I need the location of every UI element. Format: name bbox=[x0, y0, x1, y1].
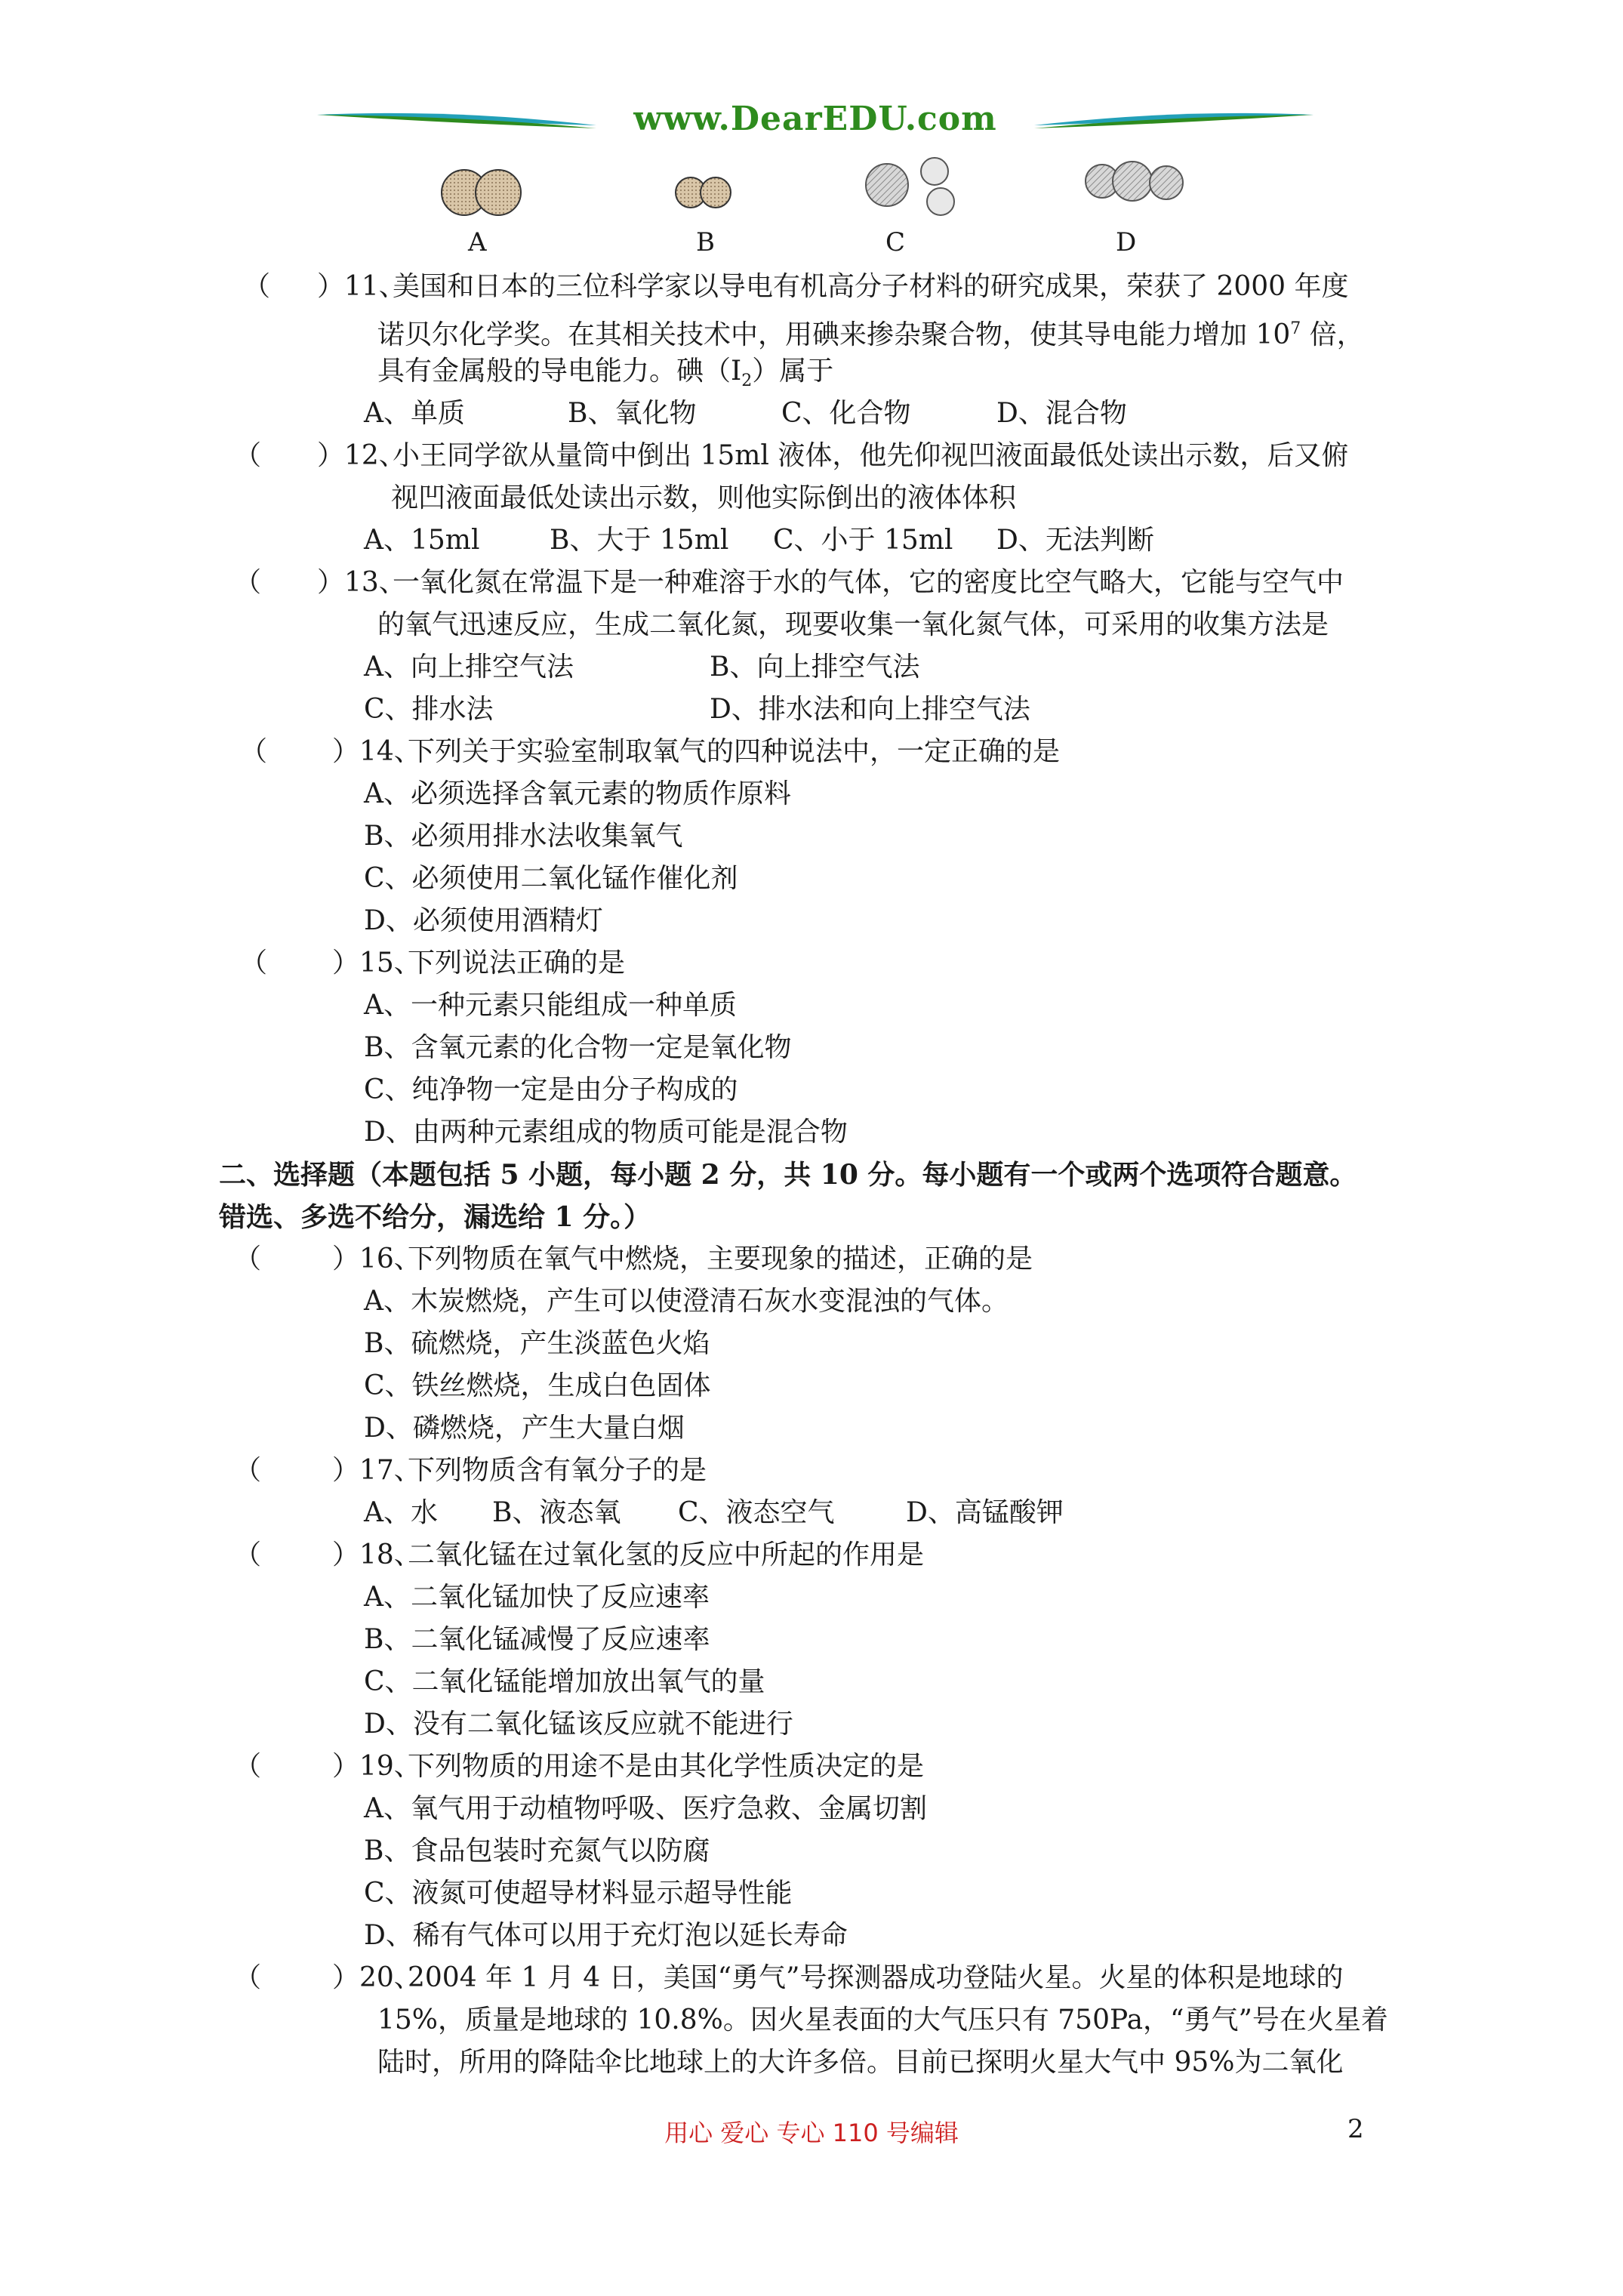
q18-option-c[interactable]: C、二氧化锰能增加放出氧气的量 bbox=[364, 1666, 765, 1697]
q12-option-b[interactable]: B、大于 15ml bbox=[550, 525, 729, 556]
q11-option-d[interactable]: D、混合物 bbox=[996, 398, 1127, 429]
q11-number: ）11、 bbox=[317, 271, 406, 302]
q12-number: ）12、 bbox=[317, 440, 406, 471]
site-header bbox=[302, 98, 1329, 143]
q16-line1: 下列物质在氧气中燃烧，主要现象的描述，正确的是 bbox=[408, 1244, 1033, 1274]
q20-line3: 陆时，所用的降陆伞比地球上的大许多倍。目前已探明火星大气中 95%为二氧化 bbox=[377, 2047, 1344, 2078]
q11-option-b[interactable]: B、氧化物 bbox=[568, 398, 697, 429]
figure-label-c: C bbox=[885, 227, 906, 257]
section2-heading-line1: 二、选择题（本题包括 5 小题，每小题 2 分，共 10 分。每小题有一个或两个选项符合题意。 bbox=[219, 1159, 1357, 1191]
q11-line3 bbox=[377, 355, 833, 398]
q18-option-d[interactable]: D、没有二氧化锰该反应就不能进行 bbox=[364, 1709, 793, 1740]
q16-option-c[interactable]: C、铁丝燃烧，生成白色固体 bbox=[364, 1370, 711, 1401]
q16-option-b[interactable]: B、硫燃烧，产生淡蓝色火焰 bbox=[364, 1328, 710, 1359]
page-number: 2 bbox=[1347, 2114, 1364, 2144]
figure-label-d: D bbox=[1116, 227, 1137, 257]
q18-option-a[interactable]: A、二氧化锰加快了反应速率 bbox=[364, 1582, 710, 1613]
q12-option-c[interactable]: C、小于 15ml bbox=[773, 525, 953, 556]
q15-option-c[interactable]: C、纯净物一定是由分子构成的 bbox=[364, 1074, 738, 1105]
q19-number: ）19、 bbox=[332, 1751, 421, 1782]
molecule-b bbox=[676, 177, 731, 208]
answer-paren[interactable]: （ bbox=[234, 567, 262, 598]
molecule-c bbox=[866, 158, 954, 215]
q13-line1: 一氧化氮在常温下是一种难溶于水的气体，它的密度比空气略大，它能与空气中 bbox=[393, 567, 1344, 598]
q11-line3-text: 具有金属般的导电能力。碘（I bbox=[377, 356, 742, 387]
q18-option-b[interactable]: B、二氧化锰减慢了反应速率 bbox=[364, 1624, 710, 1655]
q19-option-b[interactable]: B、食品包装时充氮气以防腐 bbox=[364, 1835, 710, 1866]
molecule-a bbox=[442, 170, 521, 215]
q13-line2: 的氧气迅速反应，生成二氧化氮，现要收集一氧化氮气体，可采用的收集方法是 bbox=[377, 609, 1329, 640]
q16-option-d[interactable]: D、磷燃烧，产生大量白烟 bbox=[364, 1413, 685, 1444]
q14-option-c[interactable]: C、必须使用二氧化锰作催化剂 bbox=[364, 863, 738, 894]
q17-option-b[interactable]: B、液态氧 bbox=[492, 1497, 621, 1528]
q14-option-a[interactable]: A、必须选择含氧元素的物质作原料 bbox=[364, 778, 791, 809]
q14-line1: 下列关于实验室制取氧气的四种说法中，一定正确的是 bbox=[408, 736, 1061, 767]
q14-option-b[interactable]: B、必须用排水法收集氧气 bbox=[364, 821, 683, 852]
q19-line1: 下列物质的用途不是由其化学性质决定的是 bbox=[408, 1751, 925, 1782]
q13-number: ）13、 bbox=[317, 567, 406, 598]
q14-option-d[interactable]: D、必须使用酒精灯 bbox=[364, 905, 603, 936]
figure-label-b: B bbox=[696, 227, 715, 257]
figure-label-a: A bbox=[468, 227, 487, 257]
q11-line1: 美国和日本的三位科学家以导电有机高分子材料的研究成果，荣获了 2000 年度 bbox=[393, 271, 1349, 302]
q20-line2: 15%，质量是地球的 10.8%。因火星表面的大气压只有 750Pa，“勇气”号在火星着 bbox=[377, 2005, 1388, 2036]
answer-paren[interactable]: （ bbox=[240, 948, 268, 978]
q11-line2-text: 诺贝尔化学奖。在其相关技术中，用碘来掺杂聚合物，使其导电能力增加 10 bbox=[377, 319, 1291, 350]
answer-paren[interactable]: （ bbox=[234, 1962, 262, 1993]
q15-number: ）15、 bbox=[332, 948, 421, 978]
q13-option-d[interactable]: D、排水法和向上排空气法 bbox=[710, 694, 1030, 725]
answer-paren[interactable]: （ bbox=[243, 271, 271, 302]
answer-paren[interactable]: （ bbox=[234, 1751, 262, 1782]
q18-line1: 二氧化锰在过氧化氢的反应中所起的作用是 bbox=[408, 1539, 925, 1570]
q17-option-d[interactable]: D、高锰酸钾 bbox=[906, 1497, 1064, 1528]
q13-option-c[interactable]: C、排水法 bbox=[364, 694, 494, 725]
q14-number: ）14、 bbox=[332, 736, 421, 767]
answer-paren[interactable]: （ bbox=[234, 1455, 262, 1486]
q17-line1: 下列物质含有氧分子的是 bbox=[408, 1455, 707, 1486]
q15-option-d[interactable]: D、由两种元素组成的物质可能是混合物 bbox=[364, 1117, 848, 1148]
section2-heading-line2: 错选、多选不给分，漏选给 1 分。） bbox=[219, 1201, 651, 1233]
q16-option-a[interactable]: A、木炭燃烧，产生可以使澄清石灰水变混浊的气体。 bbox=[364, 1286, 1009, 1317]
q11-subscript: 2 bbox=[741, 371, 753, 391]
q15-option-a[interactable]: A、一种元素只能组成一种单质 bbox=[364, 990, 737, 1021]
answer-paren[interactable]: （ bbox=[234, 440, 262, 471]
molecule-figure bbox=[423, 155, 1253, 268]
q11-line3-end: ）属于 bbox=[752, 356, 834, 387]
q11-option-a[interactable]: A、单质 bbox=[364, 398, 465, 429]
q11-exponent: 7 bbox=[1290, 319, 1301, 338]
molecule-diagram bbox=[423, 155, 1253, 230]
q16-number: ）16、 bbox=[332, 1244, 421, 1274]
q15-option-b[interactable]: B、含氧元素的化合物一定是氧化物 bbox=[364, 1032, 792, 1063]
q15-line1: 下列说法正确的是 bbox=[408, 948, 626, 978]
q11-line2-end: 倍， bbox=[1301, 319, 1364, 350]
q12-line2: 视凹液面最低处读出示数，则他实际倒出的液体体积 bbox=[391, 482, 1017, 513]
answer-paren[interactable]: （ bbox=[240, 736, 268, 767]
q11-line2 bbox=[377, 313, 1364, 352]
q12-line1: 小王同学欲从量筒中倒出 15ml 液体，他先仰视凹液面最低处读出示数，后又俯 bbox=[393, 440, 1349, 471]
q12-option-d[interactable]: D、无法判断 bbox=[996, 525, 1154, 556]
q17-option-a[interactable]: A、水 bbox=[364, 1497, 438, 1528]
q17-number: ）17、 bbox=[332, 1455, 421, 1486]
q20-line1: 2004 年 1 月 4 日，美国“勇气”号探测器成功登陆火星。火星的体积是地球的 bbox=[408, 1962, 1344, 1993]
answer-paren[interactable]: （ bbox=[234, 1539, 262, 1570]
q13-option-b[interactable]: B、向上排空气法 bbox=[710, 652, 920, 683]
q12-option-a[interactable]: A、15ml bbox=[364, 525, 480, 556]
molecule-d bbox=[1086, 162, 1183, 201]
q19-option-c[interactable]: C、液氮可使超导材料显示超导性能 bbox=[364, 1878, 793, 1909]
q17-option-c[interactable]: C、液态空气 bbox=[678, 1497, 835, 1528]
q20-number: ）20、 bbox=[332, 1962, 421, 1993]
q19-option-d[interactable]: D、稀有气体可以用于充灯泡以延长寿命 bbox=[364, 1920, 848, 1951]
q11-option-c[interactable]: C、化合物 bbox=[781, 398, 911, 429]
q19-option-a[interactable]: A、氧气用于动植物呼吸、医疗急救、金属切割 bbox=[364, 1793, 927, 1824]
site-title[interactable]: www.DearEDU.com bbox=[633, 100, 997, 138]
q18-number: ）18、 bbox=[332, 1539, 421, 1570]
answer-paren[interactable]: （ bbox=[234, 1244, 262, 1274]
footer-text: 用心 爱心 专心 110 号编辑 bbox=[664, 2119, 959, 2147]
q13-option-a[interactable]: A、向上排空气法 bbox=[364, 652, 574, 683]
